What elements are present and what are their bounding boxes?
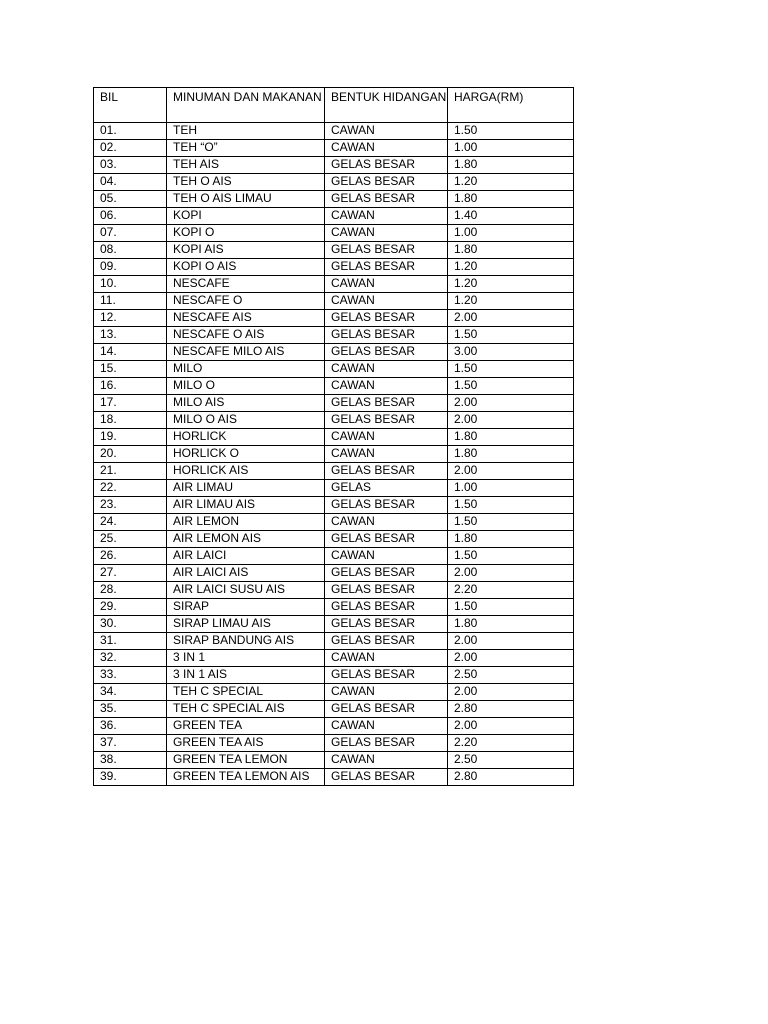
cell-item: TEH O AIS — [167, 174, 325, 191]
cell-serving: GELAS BESAR — [325, 463, 448, 480]
cell-item: 3 IN 1 AIS — [167, 667, 325, 684]
table-row — [94, 361, 574, 378]
cell-item: AIR LIMAU AIS — [167, 497, 325, 514]
cell-bil: 29. — [94, 599, 167, 616]
cell-price: 1.80 — [448, 531, 574, 548]
cell-item: 3 IN 1 — [167, 650, 325, 667]
cell-serving: GELAS BESAR — [325, 310, 448, 327]
cell-bil: 18. — [94, 412, 167, 429]
cell-item: NESCAFE AIS — [167, 310, 325, 327]
cell-serving: CAWAN — [325, 123, 448, 140]
cell-bil: 04. — [94, 174, 167, 191]
table-row — [94, 412, 574, 429]
cell-bil: 05. — [94, 191, 167, 208]
cell-item: GREEN TEA LEMON — [167, 752, 325, 769]
table-row — [94, 684, 574, 701]
cell-serving: GELAS BESAR — [325, 191, 448, 208]
cell-item: TEH C SPECIAL — [167, 684, 325, 701]
cell-item: MILO — [167, 361, 325, 378]
cell-item: AIR LAICI — [167, 548, 325, 565]
cell-item: AIR LEMON AIS — [167, 531, 325, 548]
cell-item: HORLICK AIS — [167, 463, 325, 480]
cell-serving: GELAS — [325, 480, 448, 497]
table-row — [94, 582, 574, 599]
cell-bil: 27. — [94, 565, 167, 582]
header-serving: BENTUK HIDANGAN — [325, 88, 448, 123]
cell-price: 2.50 — [448, 667, 574, 684]
cell-bil: 09. — [94, 259, 167, 276]
table-row — [94, 514, 574, 531]
cell-item: TEH O AIS LIMAU — [167, 191, 325, 208]
cell-bil: 22. — [94, 480, 167, 497]
cell-price: 2.00 — [448, 633, 574, 650]
cell-price: 2.80 — [448, 701, 574, 718]
cell-bil: 08. — [94, 242, 167, 259]
cell-serving: GELAS BESAR — [325, 327, 448, 344]
cell-serving: CAWAN — [325, 718, 448, 735]
cell-serving: GELAS BESAR — [325, 735, 448, 752]
table-row — [94, 429, 574, 446]
cell-serving: GELAS BESAR — [325, 769, 448, 786]
table-row — [94, 599, 574, 616]
cell-serving: CAWAN — [325, 752, 448, 769]
header-price: HARGA(RM) — [448, 88, 574, 123]
cell-bil: 24. — [94, 514, 167, 531]
cell-serving: GELAS BESAR — [325, 701, 448, 718]
cell-bil: 13. — [94, 327, 167, 344]
cell-price: 2.50 — [448, 752, 574, 769]
cell-bil: 16. — [94, 378, 167, 395]
cell-bil: 02. — [94, 140, 167, 157]
table-row — [94, 259, 574, 276]
cell-price: 2.80 — [448, 769, 574, 786]
table-row — [94, 446, 574, 463]
cell-price: 1.00 — [448, 225, 574, 242]
cell-bil: 38. — [94, 752, 167, 769]
cell-serving: GELAS BESAR — [325, 599, 448, 616]
cell-serving: GELAS BESAR — [325, 259, 448, 276]
table-row — [94, 650, 574, 667]
table-header-row — [94, 88, 574, 123]
cell-bil: 36. — [94, 718, 167, 735]
cell-bil: 10. — [94, 276, 167, 293]
cell-serving: CAWAN — [325, 276, 448, 293]
cell-serving: CAWAN — [325, 293, 448, 310]
cell-serving: GELAS BESAR — [325, 531, 448, 548]
price-list-table — [93, 87, 574, 786]
table-row — [94, 667, 574, 684]
cell-serving: GELAS BESAR — [325, 242, 448, 259]
cell-price: 1.20 — [448, 276, 574, 293]
cell-price: 1.80 — [448, 242, 574, 259]
cell-serving: GELAS BESAR — [325, 344, 448, 361]
cell-item: TEH C SPECIAL AIS — [167, 701, 325, 718]
table-row — [94, 293, 574, 310]
cell-item: AIR LIMAU — [167, 480, 325, 497]
cell-bil: 21. — [94, 463, 167, 480]
cell-price: 1.20 — [448, 174, 574, 191]
cell-price: 1.50 — [448, 327, 574, 344]
cell-serving: CAWAN — [325, 225, 448, 242]
cell-serving: CAWAN — [325, 378, 448, 395]
table-row — [94, 735, 574, 752]
cell-item: HORLICK — [167, 429, 325, 446]
cell-bil: 33. — [94, 667, 167, 684]
cell-price: 1.50 — [448, 123, 574, 140]
cell-serving: GELAS BESAR — [325, 412, 448, 429]
cell-bil: 07. — [94, 225, 167, 242]
cell-price: 1.20 — [448, 259, 574, 276]
table-row — [94, 616, 574, 633]
cell-serving: CAWAN — [325, 208, 448, 225]
cell-bil: 34. — [94, 684, 167, 701]
table-row — [94, 548, 574, 565]
cell-bil: 26. — [94, 548, 167, 565]
cell-item: KOPI O AIS — [167, 259, 325, 276]
cell-bil: 20. — [94, 446, 167, 463]
table-row — [94, 157, 574, 174]
cell-price: 2.00 — [448, 463, 574, 480]
table-row — [94, 327, 574, 344]
table-row — [94, 140, 574, 157]
table-row — [94, 276, 574, 293]
cell-serving: GELAS BESAR — [325, 633, 448, 650]
cell-serving: CAWAN — [325, 446, 448, 463]
cell-item: KOPI AIS — [167, 242, 325, 259]
cell-bil: 14. — [94, 344, 167, 361]
table-row — [94, 480, 574, 497]
cell-price: 1.80 — [448, 429, 574, 446]
table-row — [94, 225, 574, 242]
cell-price: 2.00 — [448, 310, 574, 327]
cell-serving: CAWAN — [325, 514, 448, 531]
cell-bil: 17. — [94, 395, 167, 412]
table-row — [94, 463, 574, 480]
table-body — [94, 123, 574, 786]
cell-price: 1.50 — [448, 548, 574, 565]
cell-item: TEH “O” — [167, 140, 325, 157]
cell-bil: 15. — [94, 361, 167, 378]
table-row — [94, 633, 574, 650]
header-item: MINUMAN DAN MAKANAN — [167, 88, 325, 123]
cell-item: TEH — [167, 123, 325, 140]
table-row — [94, 718, 574, 735]
cell-item: GREEN TEA AIS — [167, 735, 325, 752]
cell-bil: 23. — [94, 497, 167, 514]
cell-price: 3.00 — [448, 344, 574, 361]
table-row — [94, 769, 574, 786]
cell-price: 2.00 — [448, 412, 574, 429]
cell-item: MILO AIS — [167, 395, 325, 412]
cell-serving: GELAS BESAR — [325, 157, 448, 174]
cell-bil: 25. — [94, 531, 167, 548]
cell-item: NESCAFE O — [167, 293, 325, 310]
cell-price: 1.80 — [448, 157, 574, 174]
cell-price: 1.50 — [448, 514, 574, 531]
cell-item: MILO O — [167, 378, 325, 395]
cell-bil: 35. — [94, 701, 167, 718]
cell-serving: CAWAN — [325, 548, 448, 565]
cell-price: 1.80 — [448, 616, 574, 633]
cell-price: 2.20 — [448, 735, 574, 752]
cell-bil: 32. — [94, 650, 167, 667]
cell-bil: 06. — [94, 208, 167, 225]
table-row — [94, 531, 574, 548]
header-bil: BIL — [94, 88, 167, 123]
cell-item: AIR LEMON — [167, 514, 325, 531]
cell-price: 2.00 — [448, 565, 574, 582]
table-row — [94, 497, 574, 514]
cell-price: 1.80 — [448, 446, 574, 463]
cell-price: 2.00 — [448, 650, 574, 667]
cell-serving: GELAS BESAR — [325, 395, 448, 412]
cell-serving: GELAS BESAR — [325, 497, 448, 514]
cell-serving: GELAS BESAR — [325, 582, 448, 599]
table-row — [94, 344, 574, 361]
cell-bil: 03. — [94, 157, 167, 174]
cell-item: SIRAP — [167, 599, 325, 616]
cell-price: 1.40 — [448, 208, 574, 225]
table-row — [94, 395, 574, 412]
table-row — [94, 191, 574, 208]
cell-price: 1.50 — [448, 599, 574, 616]
cell-price: 1.00 — [448, 480, 574, 497]
cell-bil: 37. — [94, 735, 167, 752]
cell-item: GREEN TEA — [167, 718, 325, 735]
table-row — [94, 123, 574, 140]
cell-price: 2.20 — [448, 582, 574, 599]
table-row — [94, 752, 574, 769]
table-row — [94, 565, 574, 582]
cell-serving: CAWAN — [325, 429, 448, 446]
cell-price: 1.20 — [448, 293, 574, 310]
cell-price: 2.00 — [448, 718, 574, 735]
cell-price: 1.50 — [448, 378, 574, 395]
cell-item: SIRAP LIMAU AIS — [167, 616, 325, 633]
table-row — [94, 310, 574, 327]
table-row — [94, 174, 574, 191]
cell-item: GREEN TEA LEMON AIS — [167, 769, 325, 786]
cell-serving: GELAS BESAR — [325, 565, 448, 582]
cell-bil: 11. — [94, 293, 167, 310]
cell-item: KOPI — [167, 208, 325, 225]
cell-item: MILO O AIS — [167, 412, 325, 429]
cell-item: KOPI O — [167, 225, 325, 242]
cell-price: 2.00 — [448, 684, 574, 701]
table-row — [94, 701, 574, 718]
table-row — [94, 208, 574, 225]
cell-item: AIR LAICI SUSU AIS — [167, 582, 325, 599]
cell-serving: CAWAN — [325, 650, 448, 667]
document-page — [93, 87, 574, 786]
table-row — [94, 378, 574, 395]
cell-item: TEH AIS — [167, 157, 325, 174]
cell-bil: 39. — [94, 769, 167, 786]
cell-item: HORLICK O — [167, 446, 325, 463]
cell-item: NESCAFE O AIS — [167, 327, 325, 344]
cell-bil: 28. — [94, 582, 167, 599]
cell-serving: CAWAN — [325, 684, 448, 701]
cell-item: NESCAFE MILO AIS — [167, 344, 325, 361]
cell-price: 1.50 — [448, 497, 574, 514]
cell-bil: 12. — [94, 310, 167, 327]
cell-serving: GELAS BESAR — [325, 667, 448, 684]
cell-item: AIR LAICI AIS — [167, 565, 325, 582]
cell-item: NESCAFE — [167, 276, 325, 293]
cell-price: 1.80 — [448, 191, 574, 208]
cell-bil: 01. — [94, 123, 167, 140]
cell-price: 1.50 — [448, 361, 574, 378]
cell-bil: 31. — [94, 633, 167, 650]
cell-bil: 19. — [94, 429, 167, 446]
cell-serving: GELAS BESAR — [325, 174, 448, 191]
cell-price: 1.00 — [448, 140, 574, 157]
cell-serving: GELAS BESAR — [325, 616, 448, 633]
cell-price: 2.00 — [448, 395, 574, 412]
cell-bil: 30. — [94, 616, 167, 633]
cell-serving: CAWAN — [325, 361, 448, 378]
cell-serving: CAWAN — [325, 140, 448, 157]
cell-item: SIRAP BANDUNG AIS — [167, 633, 325, 650]
table-row — [94, 242, 574, 259]
